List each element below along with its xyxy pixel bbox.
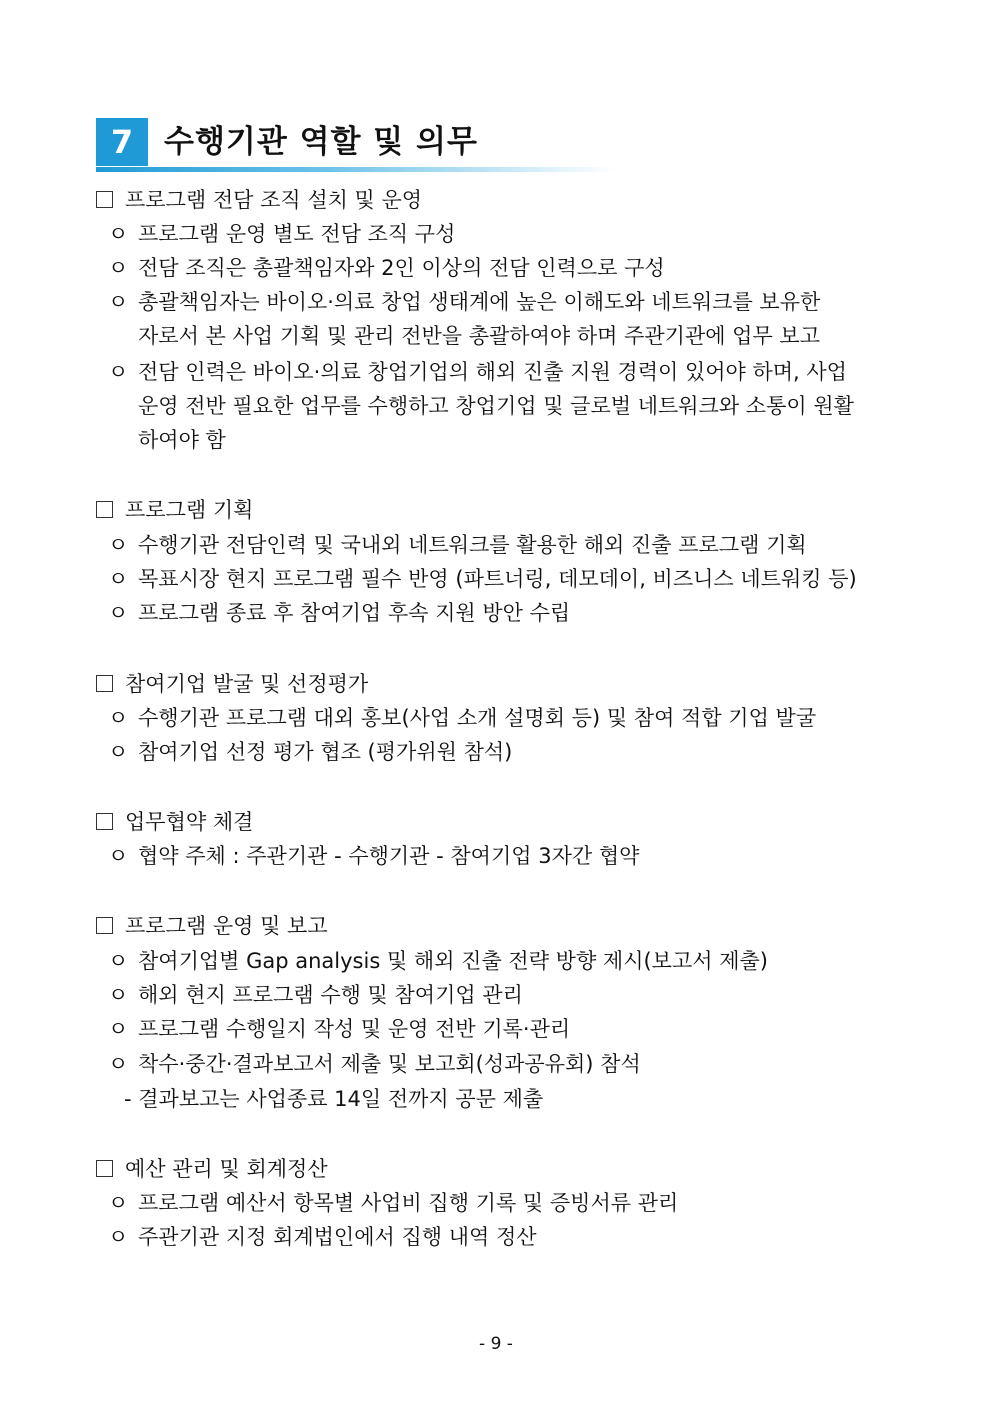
bullet-circle-icon: ㅇ [108, 360, 129, 384]
bullet-item: ㅇ 프로그램 수행일지 작성 및 운영 전반 기록·관리 [108, 1013, 570, 1045]
bullet-item: ㅇ 수행기관 프로그램 대외 홍보(사업 소개 설명회 등) 및 참여 적합 기업 발굴 [108, 702, 816, 734]
checkbox-square-icon [96, 675, 113, 692]
bullet-item: ㅇ 해외 현지 프로그램 수행 및 참여기업 관리 [108, 979, 523, 1011]
bullet-circle-icon: ㅇ [108, 1191, 129, 1215]
checkbox-square-icon [96, 501, 113, 518]
checkbox-square-icon [96, 191, 113, 208]
checkbox-square-icon [96, 917, 113, 934]
bullet-circle-icon: ㅇ [108, 222, 129, 246]
section-header [96, 118, 616, 174]
subsection-heading: 참여기업 발굴 및 선정평가 [96, 668, 368, 700]
bullet-item: ㅇ 총괄책임자는 바이오·의료 창업 생태계에 높은 이해도와 네트워크를 보유한 [108, 286, 820, 318]
bullet-circle-icon: ㅇ [108, 844, 129, 868]
bullet-item: ㅇ 목표시장 현지 프로그램 필수 반영 (파트너링, 데모데이, 비즈니스 네트워킹 등) [108, 563, 857, 595]
bullet-circle-icon: ㅇ [108, 706, 129, 730]
bullet-item: ㅇ 참여기업별 Gap analysis 및 해외 진출 전략 방향 제시(보고서 제출) [108, 945, 768, 977]
bullet-circle-icon: ㅇ [108, 256, 129, 280]
bullet-circle-icon: ㅇ [108, 1225, 129, 1249]
bullet-circle-icon: ㅇ [108, 983, 129, 1007]
checkbox-square-icon [96, 813, 113, 830]
bullet-item: ㅇ 주관기관 지정 회계법인에서 집행 내역 정산 [108, 1221, 537, 1253]
bullet-continuation: 자로서 본 사업 기획 및 관리 전반을 총괄하여야 하며 주관기관에 업무 보고 [138, 324, 821, 348]
bullet-circle-icon: ㅇ [108, 601, 129, 625]
bullet-circle-icon: ㅇ [108, 533, 129, 557]
bullet-circle-icon: ㅇ [108, 740, 129, 764]
bullet-item: ㅇ 프로그램 운영 별도 전담 조직 구성 [108, 218, 455, 250]
bullet-circle-icon: ㅇ [108, 1017, 129, 1041]
bullet-circle-icon: ㅇ [108, 949, 129, 973]
subsection-heading: 예산 관리 및 회계정산 [96, 1153, 328, 1185]
bullet-item: ㅇ 전담 인력은 바이오·의료 창업기업의 해외 진출 지원 경력이 있어야 하며, 사업 [108, 356, 847, 388]
bullet-item: ㅇ 협약 주체 : 주관기관 - 수행기관 - 참여기업 3자간 협약 [108, 840, 639, 872]
bullet-continuation: 하여야 함 [138, 428, 226, 452]
bullet-item: ㅇ 프로그램 종료 후 참여기업 후속 지원 방안 수립 [108, 597, 570, 629]
bullet-item: ㅇ 수행기관 전담인력 및 국내외 네트워크를 활용한 해외 진출 프로그램 기획 [108, 529, 807, 561]
bullet-item: ㅇ 전담 조직은 총괄책임자와 2인 이상의 전담 인력으로 구성 [108, 252, 665, 284]
bullet-item: ㅇ 프로그램 예산서 항목별 사업비 집행 기록 및 증빙서류 관리 [108, 1187, 678, 1219]
bullet-circle-icon: ㅇ [108, 567, 129, 591]
subsection-heading: 프로그램 운영 및 보고 [96, 910, 328, 942]
subsection-heading: 프로그램 기획 [96, 494, 253, 526]
bullet-circle-icon: ㅇ [108, 1052, 129, 1076]
bullet-item: ㅇ 착수·중간·결과보고서 제출 및 보고회(성과공유회) 참석 [108, 1048, 641, 1080]
bullet-item: ㅇ 참여기업 선정 평가 협조 (평가위원 참석) [108, 736, 512, 768]
bullet-circle-icon: ㅇ [108, 290, 129, 314]
page-number: - 9 - [479, 1334, 513, 1354]
bullet-continuation: 운영 전반 필요한 업무를 수행하고 창업기업 및 글로벌 네트워크와 소통이 원활 [138, 394, 854, 418]
subsection-heading: 업무협약 체결 [96, 806, 253, 838]
subsection-heading: 프로그램 전담 조직 설치 및 운영 [96, 184, 422, 216]
checkbox-square-icon [96, 1160, 113, 1177]
sub-item: - 결과보고는 사업종료 14일 전까지 공문 제출 [124, 1087, 544, 1111]
section-number-badge: 7 [96, 118, 148, 166]
header-underline [96, 167, 616, 172]
section-title: 수행기관 역할 및 의무 [164, 124, 478, 160]
